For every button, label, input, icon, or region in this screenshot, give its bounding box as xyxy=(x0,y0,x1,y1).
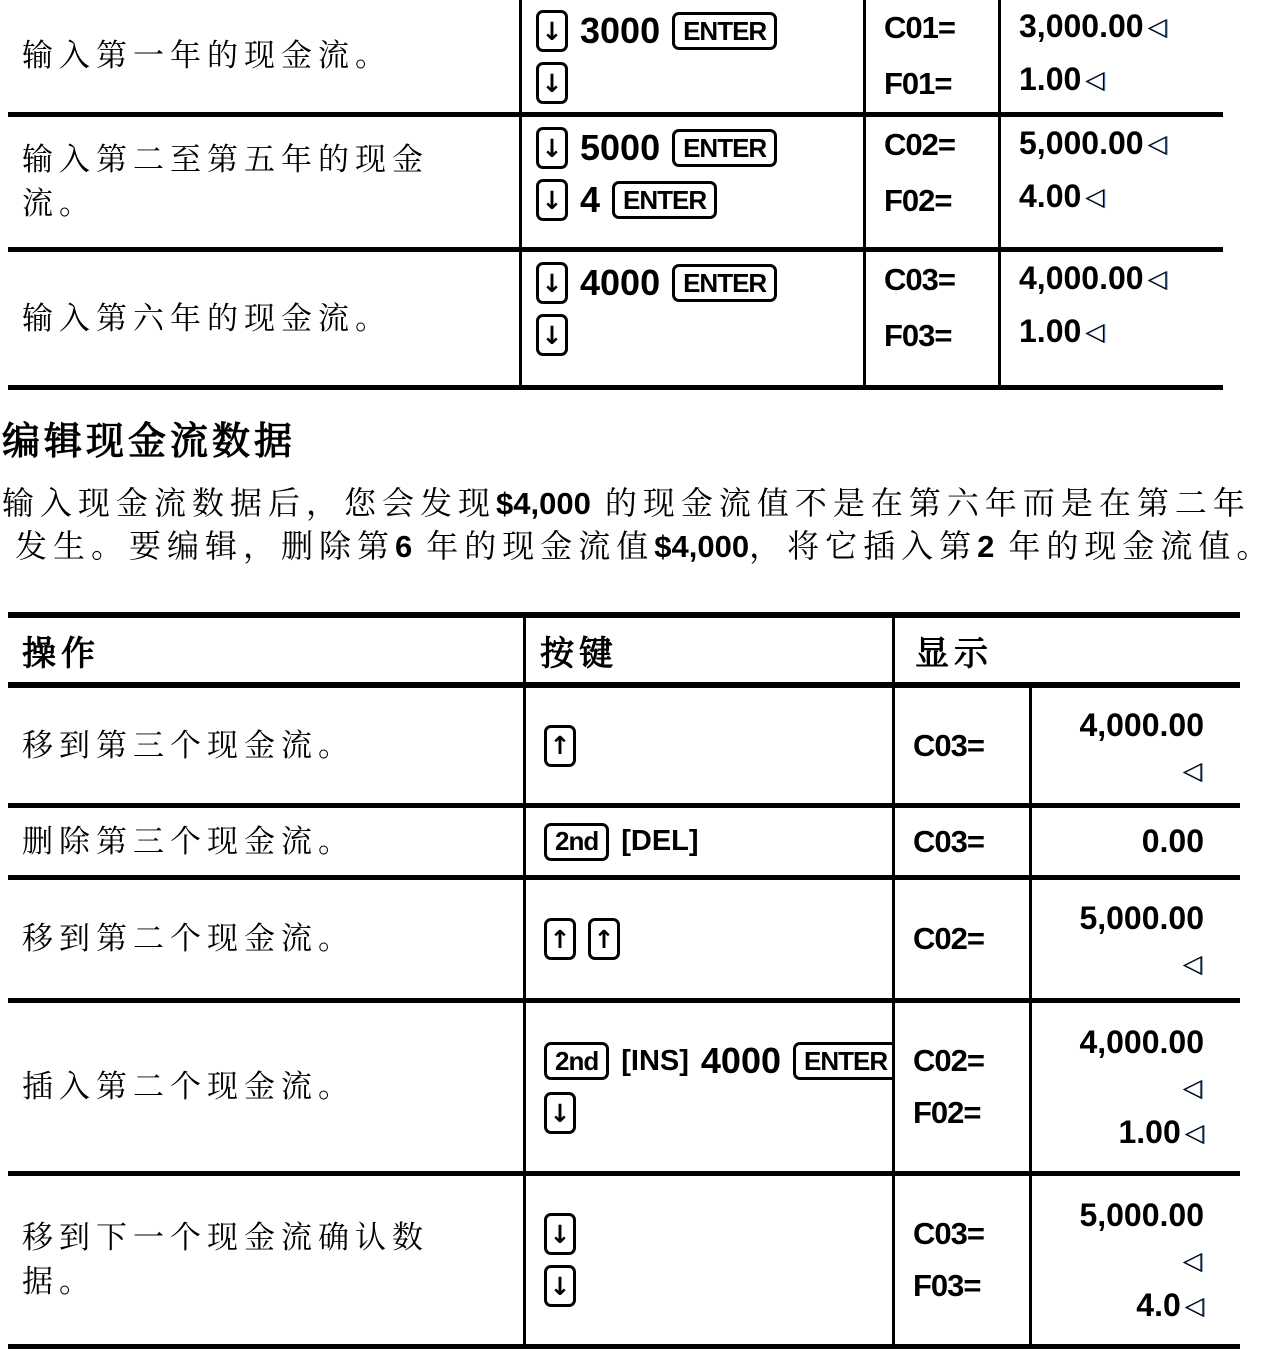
enter-key-icon: ENTER xyxy=(672,12,777,50)
action-text: 移到第二个现金流。 xyxy=(22,921,355,956)
cashflow-entry-table xyxy=(8,0,1284,390)
paragraph-line xyxy=(2,485,1251,521)
intro-paragraph xyxy=(2,482,1280,568)
display-value: 1.00 xyxy=(1019,313,1082,349)
display-value: 5,000.00 xyxy=(1019,125,1144,161)
action-text: 据。 xyxy=(22,1264,96,1299)
display-value-cell xyxy=(1001,252,1223,390)
action-text: 输入第六年的现金流。 xyxy=(22,300,392,336)
display-label-cell xyxy=(895,1176,1032,1349)
action-cell xyxy=(8,1003,526,1176)
value-marker-icon: ◁ xyxy=(1147,264,1167,293)
value-marker-icon: ◁ xyxy=(1182,1072,1202,1102)
column-header-action: 操作 xyxy=(8,612,526,688)
display-value: 4.00 xyxy=(1019,178,1082,214)
value-marker-icon: ◁ xyxy=(1085,182,1105,211)
paragraph-number: 6 xyxy=(395,529,413,564)
display-label: F03= xyxy=(884,318,952,353)
keys-cell xyxy=(522,252,866,390)
display-value: 4.0 xyxy=(1136,1286,1181,1323)
keyed-number: 4 xyxy=(580,179,601,220)
down-arrow-key-icon: ↓ xyxy=(544,1213,576,1255)
paragraph-text: 的现金流值不是在第六年而是在第二年 xyxy=(590,485,1251,521)
display-value-cell xyxy=(1032,1176,1240,1349)
down-arrow-key-icon: ↓ xyxy=(544,1092,576,1134)
display-label-cell xyxy=(895,688,1032,808)
paragraph-text: 年的现金流值。 xyxy=(994,528,1275,564)
paragraph-number: 2 xyxy=(977,529,995,564)
action-text: 流。 xyxy=(22,186,96,221)
2nd-key-icon: 2nd xyxy=(544,1042,609,1080)
display-label: C03= xyxy=(913,1216,984,1251)
display-label: C02= xyxy=(913,921,984,956)
value-marker-icon: ◁ xyxy=(1085,65,1105,94)
display-label: F01= xyxy=(884,66,952,101)
keyed-number: 3000 xyxy=(580,10,661,51)
down-arrow-key-icon: ↓ xyxy=(536,62,568,104)
enter-key-icon: ENTER xyxy=(672,264,777,302)
column-header-keys: 按键 xyxy=(526,612,895,688)
display-label: C01= xyxy=(884,10,955,45)
value-marker-icon: ◁ xyxy=(1085,317,1105,346)
keys-cell xyxy=(526,1003,895,1176)
display-value: 0.00 xyxy=(1141,823,1204,859)
action-cell xyxy=(8,1176,526,1349)
up-arrow-key-icon: ↑ xyxy=(544,918,576,960)
display-value-cell xyxy=(1032,1003,1240,1176)
display-value-cell xyxy=(1032,808,1240,880)
display-value: 4,000.00 xyxy=(1079,1023,1204,1060)
down-arrow-key-icon: ↓ xyxy=(544,1265,576,1307)
display-label-cell xyxy=(866,117,1001,252)
enter-key-icon: ENTER xyxy=(672,129,777,167)
action-text: 输入第二至第五年的现金 xyxy=(22,142,429,177)
paragraph-line xyxy=(2,525,1280,568)
display-value: 4,000.00 xyxy=(1019,260,1144,296)
del-key-icon: [DEL] xyxy=(621,825,699,857)
action-cell xyxy=(8,688,526,808)
section-heading: 编辑现金流数据 xyxy=(2,421,297,463)
paragraph-text: 输入现金流数据后，您会发现 xyxy=(2,485,497,521)
paragraph-text: ，将它插入第 xyxy=(749,528,978,564)
action-cell xyxy=(8,880,526,1003)
column-header-display: 显示 xyxy=(895,612,1240,688)
edit-cashflow-table xyxy=(8,612,1284,1349)
2nd-key-icon: 2nd xyxy=(544,823,609,861)
keys-cell xyxy=(522,117,866,252)
keys-cell xyxy=(526,688,895,808)
display-value: 1.00 xyxy=(1019,61,1082,97)
display-label-cell xyxy=(895,1003,1032,1176)
up-arrow-key-icon: ↑ xyxy=(544,725,576,767)
display-value: 1.00 xyxy=(1118,1113,1181,1150)
display-value: 3,000.00 xyxy=(1019,8,1144,44)
action-cell xyxy=(8,117,522,252)
down-arrow-key-icon: ↓ xyxy=(536,127,568,169)
display-value-cell xyxy=(1001,117,1223,252)
display-label: C03= xyxy=(913,823,984,859)
display-label: C03= xyxy=(913,727,984,763)
keys-cell xyxy=(522,0,866,117)
down-arrow-key-icon: ↓ xyxy=(536,179,568,221)
ins-key-icon: [INS] xyxy=(621,1044,689,1077)
action-text: 插入第二个现金流。 xyxy=(22,1069,355,1104)
action-text: 移到第三个现金流。 xyxy=(22,727,355,763)
keys-cell xyxy=(526,808,895,880)
display-value-cell xyxy=(1032,880,1240,1003)
enter-key-icon: ENTER xyxy=(612,181,717,219)
paragraph-amount: $4,000 xyxy=(654,529,750,564)
display-value-cell xyxy=(1001,0,1223,117)
keyed-number: 4000 xyxy=(580,262,661,303)
value-marker-icon: ◁ xyxy=(1184,1290,1204,1320)
display-label: C03= xyxy=(884,262,955,297)
value-marker-icon: ◁ xyxy=(1184,1117,1204,1147)
up-arrow-key-icon: ↑ xyxy=(588,918,620,960)
display-value: 5,000.00 xyxy=(1079,900,1204,936)
down-arrow-key-icon: ↓ xyxy=(536,314,568,356)
action-cell xyxy=(8,252,522,390)
paragraph-text: 年的现金流值 xyxy=(412,528,655,564)
value-marker-icon: ◁ xyxy=(1182,949,1202,978)
action-cell xyxy=(8,808,526,880)
paragraph-text: 发生。要编辑，删除第 xyxy=(15,528,396,564)
display-label-cell xyxy=(895,880,1032,1003)
display-label: F02= xyxy=(884,183,952,218)
value-marker-icon: ◁ xyxy=(1147,129,1167,158)
value-marker-icon: ◁ xyxy=(1147,12,1167,41)
paragraph-amount: $4,000 xyxy=(496,486,591,521)
display-value: 4,000.00 xyxy=(1079,706,1204,743)
display-label-cell xyxy=(895,808,1032,880)
display-value: 5,000.00 xyxy=(1079,1196,1204,1233)
keys-cell xyxy=(526,1176,895,1349)
keyed-number: 5000 xyxy=(580,127,661,168)
value-marker-icon: ◁ xyxy=(1182,755,1202,785)
down-arrow-key-icon: ↓ xyxy=(536,262,568,304)
value-marker-icon: ◁ xyxy=(1182,1245,1202,1275)
action-text: 删除第三个现金流。 xyxy=(22,823,355,859)
display-label: F02= xyxy=(913,1095,981,1130)
display-label: F03= xyxy=(913,1268,981,1303)
display-value-cell xyxy=(1032,688,1240,808)
action-cell xyxy=(8,0,522,117)
display-label: C02= xyxy=(913,1043,984,1078)
display-label-cell xyxy=(866,0,1001,117)
display-label-cell xyxy=(866,252,1001,390)
keyed-number: 4000 xyxy=(700,1040,781,1081)
down-arrow-key-icon: ↓ xyxy=(536,10,568,52)
action-text: 输入第一年的现金流。 xyxy=(22,38,392,73)
keys-cell xyxy=(526,880,895,1003)
display-label: C02= xyxy=(884,127,955,162)
action-text: 移到下一个现金流确认数 xyxy=(22,1220,429,1255)
enter-key-icon: ENTER xyxy=(793,1042,895,1080)
